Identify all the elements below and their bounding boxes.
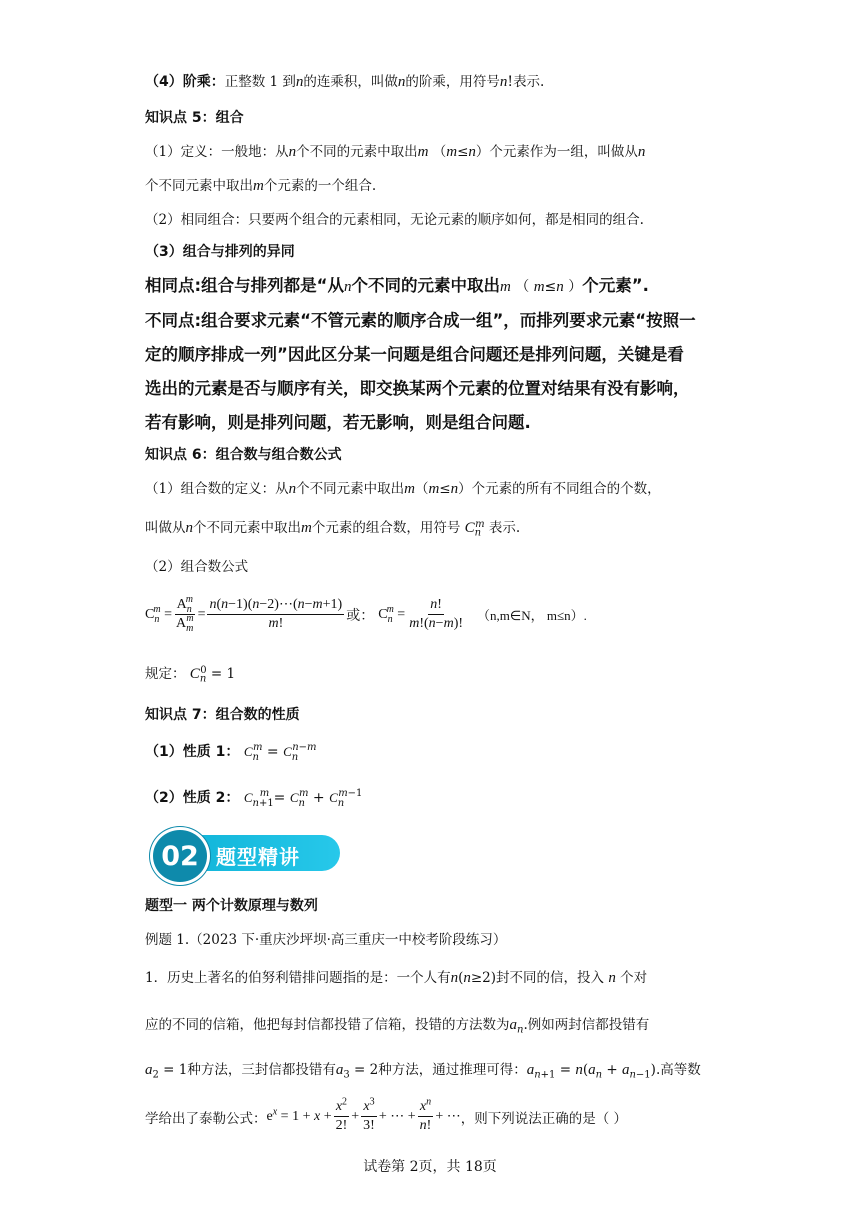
text: 表示. (488, 520, 521, 536)
text: 个元素的组合数，用符号 (311, 520, 461, 536)
k5-def-line1: （1）定义：一般地：从n个不同的元素中取出m （m≤n）个元素作为一组，叫做从n (145, 144, 646, 160)
k7-property1: （1）性质 1： $C_n^m = C_n^{n-m}$ (145, 742, 317, 763)
k5-compare-heading: （3）组合与排列的异同 (145, 244, 295, 260)
text: 个元素的所有不同组合的个数， (471, 481, 661, 497)
text: 规定： (145, 666, 186, 682)
text: 个不同元素中取出 (193, 520, 301, 536)
question-line3: $a_2 = 1$种方法，三封信都投错有$a_3 = 2$种方法，通过推理可得：$a_{n+1} = n(a_n + a_{n-1})$.高等数 (145, 1062, 701, 1081)
k5-def-line2: 个不同元素中取出m个元素的一个组合. (145, 178, 377, 194)
or-text: 或： (346, 608, 375, 624)
text: 个不同元素中取出 (296, 481, 405, 497)
k5-diff-line1: 不同点:组合要求元素“不管元素的顺序合成一组”，而排列要求元素“按照一 (145, 311, 696, 330)
k5-diff-line3: 选出的元素是否与顺序有关，即交换某两个元素的位置对结果有没有影响， (145, 379, 690, 398)
k6-heading: 知识点 6：组合数与组合数公式 (145, 447, 342, 463)
k6-def-line2: 叫做从n个不同元素中取出m个元素的组合数，用符号 $C_n^m$ 表示. (145, 518, 521, 539)
text: 个不同的元素中取出 (351, 276, 500, 295)
text: .高等数 (655, 1062, 701, 1078)
combination-formula: $C_n^m$ = $\frac{A_n^m}{A_m^m}$ = $\frac{n(n-1)(n-2)\cdots(n-m+1)}{m!}$ 或： $C_n^m$ = $\frac{n!}{m!(n-m)!}$ （n,m∈N， m≤n）. (145, 594, 587, 634)
text: ，则下列说法正确的是（ ） (460, 1110, 628, 1127)
factorial-heading: （4）阶乘： (145, 74, 225, 90)
text: 的阶乘，用符号 (405, 74, 500, 90)
text: 种方法，三封信都投错有 (187, 1062, 336, 1078)
k5-diff-line4: 若有影响，则是排列问题，若无影响，则是组合问题. (145, 413, 531, 432)
formula-condition: （n,m∈N， m≤n）. (477, 608, 587, 623)
text: 种方法，通过推理可得： (378, 1062, 527, 1078)
k6-formula-heading: （2）组合数公式 (145, 559, 249, 575)
banner-number: 02 (150, 827, 210, 885)
text: 个不同的元素中取出 (296, 144, 418, 160)
k6-def-line1: （1）组合数的定义：从n个不同元素中取出m（m≤n）个元素的所有不同组合的个数， (145, 481, 661, 497)
example-source: 例题 1.（2023 下·重庆沙坪坝·高三重庆一中校考阶段练习） (145, 932, 507, 948)
text: 个元素”. (582, 276, 649, 295)
factorial-line: （4）阶乘：正整数 1 到n的连乘积，叫做n的阶乘，用符号n!表示. (145, 74, 545, 90)
k5-heading: 知识点 5：组合 (145, 110, 244, 126)
k7-heading: 知识点 7：组合数的性质 (145, 707, 300, 723)
text: 正整数 1 到 (224, 74, 296, 90)
section-banner (148, 823, 343, 881)
question-line2: 应的不同的信箱，他把每封信都投错了信箱，投错的方法数为$a_n$.例如两封信都投错有 (145, 1017, 650, 1036)
text: 个不同元素中取出 (145, 178, 253, 194)
text: 个对 (620, 970, 648, 986)
text: 表示. (513, 74, 545, 90)
text: 1．历史上著名的伯努利错排问题指的是：一个人有 (145, 970, 451, 986)
k7-property2: （2）性质 2： $C_{n+1}^m = C_n^m + C_n^{m-1}$ (145, 788, 363, 809)
banner-label: 题型精讲 (216, 845, 300, 869)
text: 的连乘积，叫做 (303, 74, 398, 90)
question-line1: 1．历史上著名的伯努利错排问题指的是：一个人有n(n≥2)封不同的信，投入 n 个对 (145, 970, 648, 986)
text: 相同点:组合与排列都是“从 (145, 276, 344, 295)
text: 封不同的信，投入 (496, 970, 605, 986)
text: 个元素作为一组，叫做从 (489, 144, 638, 160)
text: （1）定义：一般地：从 (145, 144, 289, 160)
question-line4: 学给出了泰勒公式： $e^x = 1 + x$ + $\frac{x^2}{2!}$ + $\frac{x^3}{3!}$ + ⋯ + $\frac{x^n}{n!}$ + ⋯ ，则下列说法正确的是（ ） (145, 1096, 628, 1133)
text: （1）组合数的定义：从 (145, 481, 289, 497)
question-type-title: 题型一 两个计数原理与数列 (145, 898, 318, 914)
text: 个元素的一个组合. (263, 178, 377, 194)
text: （2）性质 2： (145, 790, 240, 806)
page-footer: 试卷第 2页，共 18页 (363, 1159, 497, 1175)
text: （1）性质 1： (145, 744, 240, 760)
text: 学给出了泰勒公式： (145, 1110, 267, 1127)
text: 叫做从 (145, 520, 186, 536)
k5-same-point: 相同点:组合与排列都是“从n个不同的元素中取出m （ m≤n ）个元素”. (145, 276, 649, 295)
text: 应的不同的信箱，他把每封信都投错了信箱，投错的方法数为 (145, 1017, 510, 1033)
text: .例如两封信都投错有 (523, 1017, 650, 1033)
k5-same-combination: （2）相同组合：只要两个组合的元素相同，无论元素的顺序如何，都是相同的组合. (145, 212, 644, 228)
k6-rule: 规定： $C_n^0 = 1$ (145, 664, 236, 685)
k5-diff-line2: 定的顺序排成一列”因此区分某一问题是组合问题还是排列问题，关键是看 (145, 345, 684, 364)
